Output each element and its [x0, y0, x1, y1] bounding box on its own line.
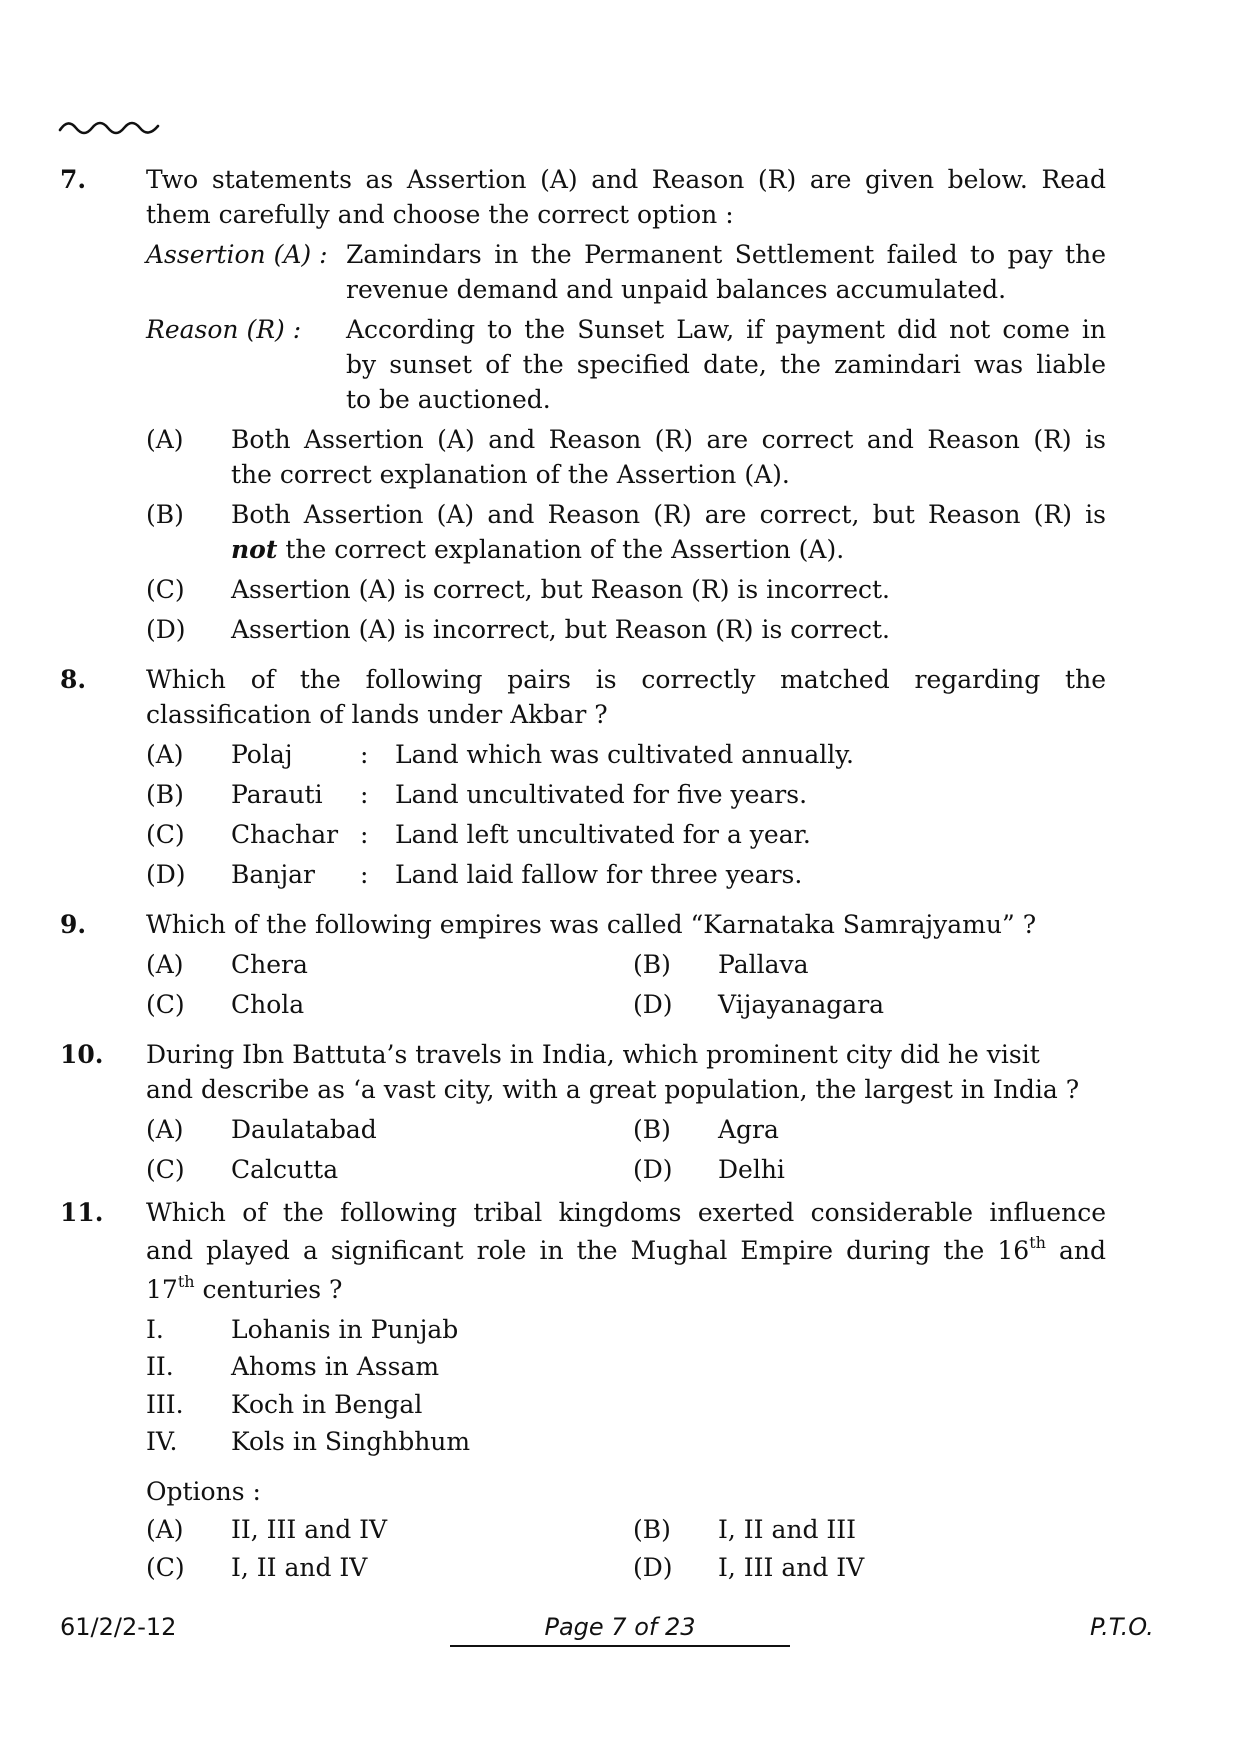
- reason-text: According to the Sunset Law, if payment did not come in: [346, 315, 1106, 344]
- option-label: (C): [146, 1155, 185, 1184]
- question-stem: Which of the following pairs is correctly matched regarding the: [146, 665, 1106, 694]
- question-stem: and played a significant role in the Mughal Empire during the 16th and: [146, 1233, 1106, 1265]
- question-stem: and describe as ‘a vast city, with a great population, the largest in India ?: [146, 1075, 1080, 1104]
- option-text: I, III and IV: [718, 1553, 865, 1582]
- pair-separator: :: [360, 860, 369, 889]
- page-number: Page 7 of 23: [544, 1613, 696, 1641]
- question-number: 11.: [60, 1198, 104, 1227]
- pair-description: Land uncultivated for five years.: [395, 780, 808, 809]
- option-text: II, III and IV: [231, 1515, 388, 1544]
- question-stem: 17th centuries ?: [146, 1272, 343, 1304]
- pair-description: Land which was cultivated annually.: [395, 740, 854, 769]
- reason-text: to be auctioned.: [346, 385, 551, 414]
- question-number: 8.: [60, 665, 87, 694]
- assertion-text: revenue demand and unpaid balances accumulated.: [346, 275, 1007, 304]
- reason-text: by sunset of the specified date, the zamindari was liable: [346, 350, 1106, 379]
- option-text: not the correct explanation of the Assertion (A).: [231, 535, 845, 564]
- option-label: (C): [146, 575, 185, 604]
- option-label: (D): [146, 615, 186, 644]
- item-text: Kols in Singhbhum: [231, 1427, 471, 1456]
- pair-term: Parauti: [231, 780, 323, 809]
- question-stem: classification of lands under Akbar ?: [146, 700, 608, 729]
- item-text: Lohanis in Punjab: [231, 1315, 459, 1344]
- pair-separator: :: [360, 820, 369, 849]
- assertion-label: Assertion (A) :: [146, 240, 328, 269]
- option-label: (D): [146, 860, 186, 889]
- question-stem: Which of the following empires was called “Karnataka Samrajyamu” ?: [146, 910, 1037, 939]
- item-text: Koch in Bengal: [231, 1390, 423, 1419]
- option-text: Assertion (A) is correct, but Reason (R) is incorrect.: [231, 575, 891, 604]
- pair-separator: :: [360, 740, 369, 769]
- option-label: (B): [633, 950, 671, 979]
- item-label: II.: [146, 1352, 174, 1381]
- option-label: (D): [633, 990, 673, 1019]
- pair-separator: :: [360, 780, 369, 809]
- option-text: Delhi: [718, 1155, 785, 1184]
- pair-description: Land left uncultivated for a year.: [395, 820, 811, 849]
- option-label: (C): [146, 1553, 185, 1582]
- option-label: (A): [146, 1115, 184, 1144]
- paper-code: 61/2/2-12: [60, 1613, 177, 1641]
- option-label: (B): [146, 780, 184, 809]
- item-text: Ahoms in Assam: [231, 1352, 440, 1381]
- reason-label: Reason (R) :: [146, 315, 302, 344]
- option-text: the correct explanation of the Assertion (A).: [231, 460, 790, 489]
- question-stem: them carefully and choose the correct option :: [146, 200, 734, 229]
- question-number: 10.: [60, 1040, 104, 1069]
- pair-term: Chachar: [231, 820, 339, 849]
- option-text: Daulatabad: [231, 1115, 377, 1144]
- item-label: I.: [146, 1315, 164, 1344]
- question-number: 7.: [60, 165, 87, 194]
- options-heading: Options :: [146, 1477, 261, 1506]
- emphasis-not: not: [231, 535, 278, 564]
- option-text: Assertion (A) is incorrect, but Reason (R) is correct.: [231, 615, 891, 644]
- item-label: IV.: [146, 1427, 178, 1456]
- page-number-underline: [450, 1645, 790, 1647]
- option-text: I, II and III: [718, 1515, 857, 1544]
- option-text: Pallava: [718, 950, 809, 979]
- assertion-text: Zamindars in the Permanent Settlement failed to pay the: [346, 240, 1106, 269]
- question-stem: Two statements as Assertion (A) and Reason (R) are given below. Read: [146, 165, 1106, 194]
- option-label: (A): [146, 1515, 184, 1544]
- option-label: (C): [146, 820, 185, 849]
- option-label: (A): [146, 425, 184, 454]
- pair-term: Banjar: [231, 860, 315, 889]
- item-label: III.: [146, 1390, 184, 1419]
- option-label: (A): [146, 740, 184, 769]
- option-text: Both Assertion (A) and Reason (R) are correct and Reason (R) is: [231, 425, 1106, 454]
- pair-description: Land laid fallow for three years.: [395, 860, 803, 889]
- question-stem: During Ibn Battuta’s travels in India, which prominent city did he visit: [146, 1040, 1040, 1069]
- option-label: (C): [146, 990, 185, 1019]
- option-text: Chera: [231, 950, 308, 979]
- option-label: (D): [633, 1553, 673, 1582]
- option-text: Both Assertion (A) and Reason (R) are correct, but Reason (R) is: [231, 500, 1106, 529]
- option-text: Agra: [718, 1115, 779, 1144]
- question-stem: Which of the following tribal kingdoms exerted considerable influence: [146, 1198, 1106, 1227]
- option-text: Calcutta: [231, 1155, 339, 1184]
- option-label: (B): [633, 1515, 671, 1544]
- option-label: (A): [146, 950, 184, 979]
- option-text: Vijayanagara: [718, 990, 885, 1019]
- option-label: (B): [146, 500, 184, 529]
- option-text: Chola: [231, 990, 305, 1019]
- option-text: I, II and IV: [231, 1553, 368, 1582]
- option-label: (D): [633, 1155, 673, 1184]
- pto-label: P.T.O.: [1090, 1613, 1154, 1641]
- option-label: (B): [633, 1115, 671, 1144]
- wave-mark-icon: [58, 116, 162, 138]
- question-number: 9.: [60, 910, 87, 939]
- pair-term: Polaj: [231, 740, 293, 769]
